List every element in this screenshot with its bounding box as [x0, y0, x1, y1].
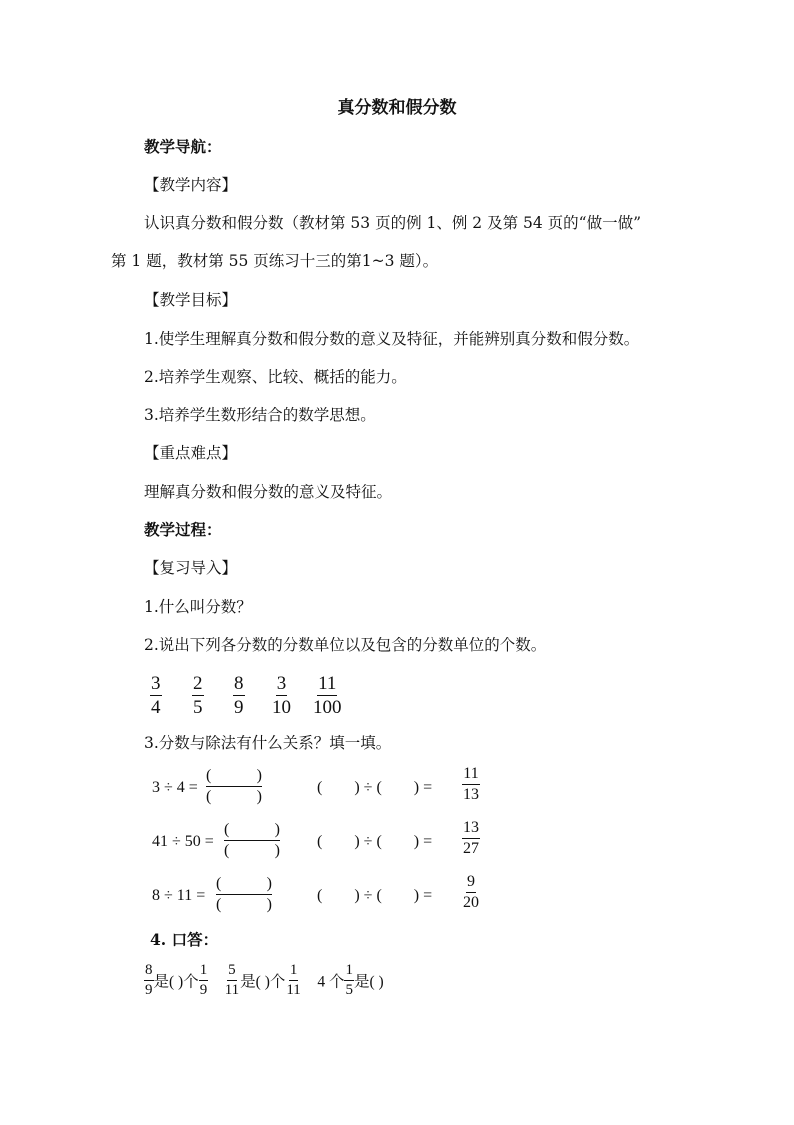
oral-blank-text[interactable]: 是( )个: [153, 973, 199, 991]
result-fraction: $\frac{11}{13}$: [463, 765, 479, 803]
blank-division[interactable]: ( ) ÷ ( ) =: [317, 887, 433, 904]
fraction: $\frac{1}{11}$: [286, 962, 301, 998]
question-4: 4. 口答：: [150, 930, 219, 949]
content-heading: 【教学内容】: [144, 176, 238, 194]
fraction: $\frac{3}{10}$: [272, 673, 291, 718]
goal-item: 3.培养学生数形结合的数学思想。: [144, 406, 376, 424]
question-1: 1.什么叫分数？: [144, 598, 252, 616]
equation-lhs: 41 ÷ 50 =: [152, 833, 214, 850]
oral-blank-text[interactable]: 是( ): [353, 973, 384, 991]
equation-row: [152, 820, 492, 866]
fraction: $\frac{8}{9}$: [234, 673, 244, 718]
content-line-2: 第 1 题，教材第 55 页练习十三的第1~3 题）。: [111, 252, 439, 270]
fraction: $\frac{11}{100}$: [313, 673, 342, 718]
process-heading: 教学过程：: [144, 520, 222, 539]
equation-lhs: 8 ÷ 11 =: [152, 887, 206, 904]
question-3: 3.分数与除法有什么关系？填一填。: [144, 734, 392, 752]
fraction: $\frac{1}{9}$: [199, 962, 208, 998]
fraction: $\frac{5}{11}$: [224, 962, 240, 998]
blank-division[interactable]: ( ) ÷ ( ) =: [317, 833, 433, 850]
fraction: $\frac{1}{5}$: [345, 962, 353, 998]
result-fraction: $\frac{13}{27}$: [463, 819, 479, 857]
oral-text: 4 个: [317, 973, 345, 991]
oral-blank-text[interactable]: 是( )个: [240, 973, 286, 991]
page-title: 真分数和假分数: [337, 98, 457, 118]
equation-lhs: 3 ÷ 4 =: [152, 779, 198, 796]
blank-fraction[interactable]: ( ) ( ): [216, 875, 272, 913]
oral-answer-row: [144, 963, 384, 1003]
blank-fraction[interactable]: ( ) ( ): [206, 767, 262, 805]
goal-item: 2.培养学生观察、比较、概括的能力。: [144, 368, 407, 386]
fraction: $\frac{2}{5}$: [193, 673, 203, 718]
equation-row: [152, 874, 492, 920]
equation-row: [152, 766, 492, 812]
goal-item: 1.使学生理解真分数和假分数的意义及特征，并能辨别真分数和假分数。: [144, 330, 640, 348]
fraction: $\frac{8}{9}$: [145, 962, 153, 998]
question-2: 2.说出下列各分数的分数单位以及包含的分数单位的个数。: [144, 636, 547, 654]
key-heading: 【重点难点】: [144, 444, 238, 462]
blank-division[interactable]: ( ) ÷ ( ) =: [317, 779, 433, 796]
result-fraction: $\frac{9}{20}$: [463, 873, 479, 911]
goal-heading: 【教学目标】: [144, 291, 238, 309]
nav-heading: 教学导航：: [144, 137, 222, 156]
fraction: $\frac{3}{4}$: [151, 673, 161, 718]
fraction-row: [0, 674, 794, 720]
content-line-1: 认识真分数和假分数（教材第 53 页的例 1、例 2 及第 54 页的“做一做”: [144, 214, 642, 232]
blank-fraction[interactable]: ( ) ( ): [224, 821, 280, 859]
review-heading: 【复习导入】: [144, 559, 238, 577]
key-text: 理解真分数和假分数的意义及特征。: [144, 483, 393, 501]
